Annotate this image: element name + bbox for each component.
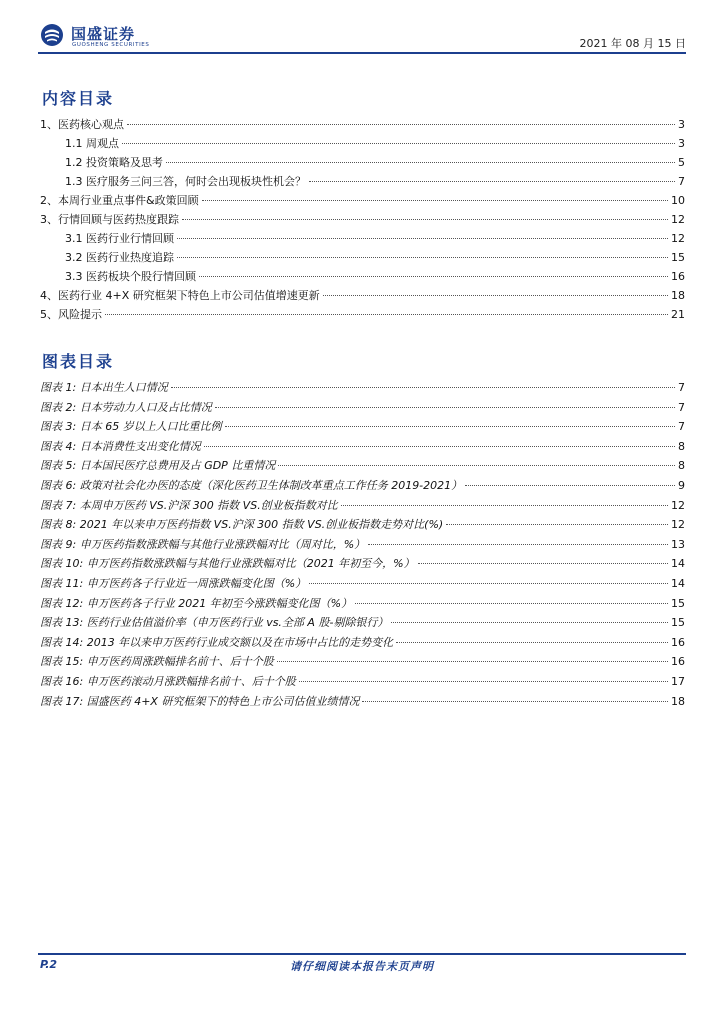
figure-entry-page: 7: [678, 420, 685, 434]
dot-leader: [122, 143, 675, 144]
toc-entry-page: 7: [678, 175, 685, 188]
dot-leader: [465, 485, 675, 486]
figure-entry-page: 14: [671, 576, 685, 590]
dot-leader: [171, 387, 675, 388]
toc-entry-text: 1、医药核心观点: [40, 118, 124, 131]
figure-entry[interactable]: [40, 693, 685, 713]
toc-entry-text: 2、本周行业重点事件&政策回顾: [40, 194, 199, 207]
figure-entry-text: 图表 9: 申万医药指数涨跌幅与其他行业涨跌幅对比（周对比，%）: [40, 537, 366, 551]
toc-entry[interactable]: [40, 192, 685, 211]
toc-entry-text: 5、风险提示: [40, 308, 102, 321]
dot-leader: [277, 661, 668, 662]
toc-entry[interactable]: [40, 287, 685, 306]
figure-entry-text: 图表 14: 2013 年以来申万医药行业成交额以及在市场中占比的走势变化: [40, 635, 394, 649]
figure-entry-text: 图表 7: 本周申万医药 VS.沪深 300 指数 VS.创业板指数对比: [40, 498, 338, 512]
toc-entry-page: 5: [678, 156, 685, 169]
toc-entry[interactable]: [40, 173, 685, 192]
dot-leader: [202, 200, 668, 201]
figure-entry-text: 图表 12: 申万医药各子行业 2021 年初至今涨跌幅变化图（%）: [40, 596, 353, 610]
figure-entry-text: 图表 6: 政策对社会化办医的态度（深化医药卫生体制改革重点工作任务 2019-2021）: [40, 478, 463, 492]
figure-entry[interactable]: [40, 379, 685, 399]
dot-leader: [323, 295, 668, 296]
figure-entry[interactable]: [40, 673, 685, 693]
page-header: [38, 20, 686, 54]
figure-entry-page: 9: [678, 478, 685, 492]
toc-entry[interactable]: [40, 154, 685, 173]
toc-entry-text: 3.3 医药板块个股行情回顾: [65, 270, 196, 283]
report-date: 2021 年 08 月 15 日: [579, 37, 686, 50]
dot-leader: [204, 446, 675, 447]
figure-entry[interactable]: [40, 614, 685, 634]
dot-leader: [309, 181, 675, 182]
dot-leader: [368, 544, 668, 545]
figure-entry[interactable]: [40, 595, 685, 615]
toc-title: 内容目录: [42, 89, 115, 108]
figure-entry[interactable]: [40, 438, 685, 458]
toc-entry-page: 12: [671, 213, 685, 226]
figure-entry-page: 16: [671, 635, 685, 649]
figure-entry-page: 15: [671, 596, 685, 610]
figure-entry-page: 12: [671, 518, 685, 532]
figure-entry-text: 图表 10: 申万医药指数涨跌幅与其他行业涨跌幅对比（2021 年初至今，%）: [40, 557, 415, 571]
toc-entry-text: 3.2 医药行业热度追踪: [65, 251, 174, 264]
toc-entry[interactable]: [40, 249, 685, 268]
figure-entry-text: 图表 5: 日本国民医疗总费用及占 GDP 比重情况: [40, 459, 276, 473]
figure-entry[interactable]: [40, 516, 685, 536]
toc-entry-page: 10: [671, 194, 685, 207]
dot-leader: [225, 426, 675, 427]
toc-entry-page: 3: [678, 137, 685, 150]
table-of-contents: [40, 116, 685, 325]
figure-entry-text: 图表 3: 日本 65 岁以上人口比重比例: [40, 420, 222, 434]
figure-entry-text: 图表 11: 申万医药各子行业近一周涨跌幅变化图（%）: [40, 576, 307, 590]
dot-leader: [362, 701, 668, 702]
page-number: P.2: [40, 958, 58, 971]
dot-leader: [309, 583, 668, 584]
toc-entry-text: 1.3 医疗服务三问三答，何时会出现板块性机会？: [65, 175, 306, 188]
figure-entry[interactable]: [40, 399, 685, 419]
footer-disclaimer: 请仔细阅读本报告末页声明: [290, 960, 434, 973]
figure-entry[interactable]: [40, 536, 685, 556]
figure-entry-text: 图表 16: 申万医药滚动月涨跌幅排名前十、后十个股: [40, 674, 296, 688]
dot-leader: [127, 124, 675, 125]
toc-entry[interactable]: [40, 268, 685, 287]
figure-entry-page: 17: [671, 674, 685, 688]
toc-entry-text: 4、医药行业 4+X 研究框架下特色上市公司估值增速更新: [40, 289, 320, 302]
brand-name: 国盛证券: [71, 25, 136, 43]
figure-entry-page: 15: [671, 616, 685, 630]
dot-leader: [355, 603, 668, 604]
dot-leader: [446, 524, 668, 525]
figure-entry[interactable]: [40, 477, 685, 497]
figure-entry[interactable]: [40, 457, 685, 477]
toc-entry[interactable]: [40, 211, 685, 230]
figure-entry[interactable]: [40, 653, 685, 673]
brand-name-en: GUOSHENG SECURITIES: [72, 42, 150, 48]
toc-entry-page: 21: [671, 308, 685, 321]
dot-leader: [396, 642, 668, 643]
dot-leader: [278, 465, 675, 466]
toc-entry-text: 1.2 投资策略及思考: [65, 156, 163, 169]
dot-leader: [418, 563, 668, 564]
header-divider: [38, 52, 686, 54]
toc-entry[interactable]: [40, 230, 685, 249]
figure-entry-text: 图表 4: 日本消费性支出变化情况: [40, 439, 201, 453]
toc-entry-text: 3.1 医药行业行情回顾: [65, 232, 174, 245]
toc-entry-text: 1.1 周观点: [65, 137, 119, 150]
figure-entry-text: 图表 2: 日本劳动力人口及占比情况: [40, 400, 212, 414]
toc-entry[interactable]: [40, 116, 685, 135]
dot-leader: [166, 162, 675, 163]
figure-entry[interactable]: [40, 418, 685, 438]
figure-entry-text: 图表 8: 2021 年以来申万医药指数 VS.沪深 300 指数 VS.创业板指数走势对比(%): [40, 518, 444, 532]
figure-entry-page: 8: [678, 459, 685, 473]
dot-leader: [177, 238, 668, 239]
toc-entry-page: 16: [671, 270, 685, 283]
company-logo-icon: [40, 23, 64, 47]
figure-entry-page: 18: [671, 694, 685, 708]
figure-entry-text: 图表 1: 日本出生人口情况: [40, 381, 168, 394]
figure-entry[interactable]: [40, 555, 685, 575]
toc-entry-page: 18: [671, 289, 685, 302]
figure-entry-text: 图表 13: 医药行业估值溢价率（申万医药行业 vs.全部 A 股-剔除银行）: [40, 616, 389, 630]
dot-leader: [299, 681, 668, 682]
figure-entry-page: 16: [671, 655, 685, 669]
figure-entry-page: 13: [671, 537, 685, 551]
dot-leader: [177, 257, 668, 258]
dot-leader: [391, 622, 668, 623]
footer-divider: [38, 953, 686, 955]
figure-entry-page: 8: [678, 439, 685, 453]
toc-entry-page: 15: [671, 251, 685, 264]
dot-leader: [105, 314, 668, 315]
figure-entry[interactable]: [40, 575, 685, 595]
dot-leader: [182, 219, 668, 220]
dot-leader: [215, 407, 675, 408]
toc-entry[interactable]: [40, 306, 685, 325]
figure-entry-page: 7: [678, 381, 685, 394]
dot-leader: [199, 276, 668, 277]
list-of-figures: [40, 379, 685, 712]
figure-entry-page: 12: [671, 498, 685, 512]
figures-title: 图表目录: [42, 352, 115, 371]
dot-leader: [341, 505, 668, 506]
toc-entry-text: 3、行情回顾与医药热度跟踪: [40, 213, 179, 226]
figure-entry-text: 图表 17: 国盛医药 4+X 研究框架下的特色上市公司估值业绩情况: [40, 694, 360, 708]
figure-entry[interactable]: [40, 497, 685, 517]
figure-entry[interactable]: [40, 634, 685, 654]
toc-entry[interactable]: [40, 135, 685, 154]
toc-entry-page: 3: [678, 118, 685, 131]
figure-entry-page: 7: [678, 400, 685, 414]
figure-entry-page: 14: [671, 557, 685, 571]
figure-entry-text: 图表 15: 申万医药周涨跌幅排名前十、后十个股: [40, 655, 274, 669]
toc-entry-page: 12: [671, 232, 685, 245]
